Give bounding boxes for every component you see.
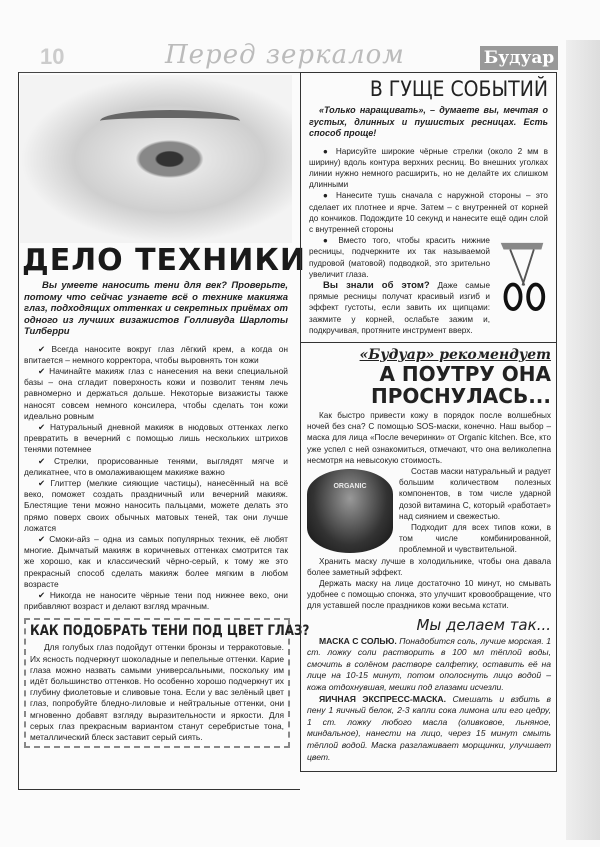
we-do-heading: Мы делаем так... [416,615,551,634]
jar-label: ORGANIC [333,483,367,491]
eyelash-curler-image [496,237,548,315]
left-column [22,243,310,748]
recommends-heading: «Будуар» рекомендует [359,347,551,363]
mask-jar-image [307,469,393,553]
mask-paragraph: Хранить маску лучше в холодильнике, чтобы она давала более заметный эффект. [307,556,551,577]
mask-paragraph: Как быстро привести кожу в порядок после волшебных ночей без сна? С помощью SOS-маски, конечно. Наш выбор – маска для лица «После вечеринки» от Organic kitchen. Все, кто уже успел с ней ознакомиться, отмечают, что она великолепна несмотря на невысокую стоимость. [307,411,551,465]
page-number: 10 [40,44,65,69]
mask-paragraph: Держать маску на лице достаточно 10 минут, но смывать удобнее с помощью спонжа, это улучшит кровообращение, что для уставшей после праздников кожи весьма кстати. [307,579,551,611]
box-title: КАК ПОДОБРАТЬ ТЕНИ ПОД ЦВЕТ ГЛАЗ? [30,623,310,640]
tip-item: ✔ Смоки-айз – одна из самых популярных техник, её любят многие. Дымчатый макияж в коричневых оттенках смотрится так же хорошо, как и классический чёрно-серый, к тому же это прекрасный способ сделать макияж более мягким в любом возрасте [24,533,288,589]
eye-color-box [24,618,310,748]
recipe-item: МАСКА С СОЛЬЮ. Понадобится соль, лучше морская. 1 ст. ложку соли растворить в 100 мл тёплой воды, смочить в солёном растворе салфетку, оставить её на лице на 10-15 минут, потом ополоснуть лицо водой – кожа отдохнувшая, мешки под глазами исчезли. [307,635,551,693]
recipes [307,636,551,764]
box-text: Для голубых глаз подойдут оттенки бронзы и терракотовые. Их ясность подчеркнут шоколадные и пепельные оттенки. Карие глаза можно назвать самыми универсальными, поскольку им идёт большинство оттенков. Но особенно хорошо подчеркнут их глубину фиолетовые и сливовые тона. Если у вас зелёный цвет глаз, попробуйте бледно-лиловые и нейтральные оттенки, они мгновенно добавят взгляду выразительности и яркости. Для серых глаз прекрасным вариантом станут серебристые тона, металлический блеск заставит серый сиять. [30,642,284,742]
tip-item: ✔ Никогда не наносите чёрные тени под нижнее веко, они прибавляют возраст и делают взгляд мрачным. [24,589,288,612]
did-you-know: Вы знали об этом? Даже самые прямые ресницы получат красивый изгиб и эффект густоты, если завить их щипцами: зажмите у корней, ослабьте зажим и, подкручивая, протяните инструмент вверх. [309,279,491,335]
events-box [300,72,557,343]
article-lead: Вы умеете наносить тени для век? Проверьте, потому что сейчас узнаете всё о технике макияжа глаз, подходящих оттенках и секретных приёмах от одного из лучших визажистов Голливуда Шарлоты Тилберри [24,280,288,337]
mask-title: А ПОУТРУ ОНА ПРОСНУЛАСЬ... [370,362,551,408]
bullet-item: ● Нарисуйте широкие чёрные стрелки (около 2 мм в ширину) вдоль контура верхних ресниц. Во внешних уголках линии нужно немного расширить, но не делайте их слишком длинными [309,146,548,190]
tips-list [24,344,288,613]
tip-item: ✔ Натуральный дневной макияж в нюдовых оттенках легко превратить в вечерний с помощью лишь нескольких штрихов тенями потемнее [24,421,288,455]
eye-photo [20,75,292,243]
mask-paragraph: Подходит для всех типов кожи, в том числе комбинированной, проблемной и чувствительной. [399,523,551,555]
events-title: В ГУЩЕ СОБЫТИЙ [369,77,548,101]
tip-item: ✔ Стрелки, прорисованные тенями, выглядят мягче и деликатнее, что в омолаживающем макияже важно [24,455,288,477]
bullet-item: ● Вместо того, чтобы красить нижние ресницы, подчеркните их так называемой пудровой (матовой) подводкой, это зрительно увеличит глаза. [309,236,490,279]
events-lead: «Только наращивать», – думаете вы, мечтая о густых, длинных и пушистых ресницах. Есть способ проще! [309,105,548,138]
section-rubric: Перед зеркалом [165,40,405,70]
mask-paragraph: Состав маски натуральный и радует большим количеством полезных компонентов, в том числе ударной дозой витамина С, который «работает» над сиянием и свежестью. [399,467,551,521]
tip-item: ✔ Всегда наносите вокруг глаз лёгкий крем, а когда он впитается – немного корректора, чтобы выровнять тон кожи [24,343,288,365]
right-column [300,343,557,772]
tip-item: ✔ Глиттер (мелкие сияющие частицы), нанесённый на всё веко, поможет создать праздничный или вечерний макияж. Блестящие тени можно наносить пальцами, можете делать это прямо поверх своих обычных матовых теней, так они лучше ложатся [24,477,288,533]
bullet-item: ● Нанесите тушь сначала с наружной стороны – это сделает их плотнее и ярче. Затем – с внутренней от корней до кончиков. Подождите 10 секунд и нанесите ещё один слой с внутренней стороны [309,191,548,234]
mask-article [307,410,551,612]
next-page-edge [566,40,600,840]
article-title: ДЕЛО ТЕХНИКИ [22,243,307,278]
magazine-logo: Будуар [480,46,558,70]
tip-item: ✔ Начинайте макияж глаз с нанесения на веки специальной базы – она сгладит поверхность кожи и позволит теням лечь равномерно и держаться дольше. Некоторые визажисты также наносят совсем немного консилера, чтобы сделать тон кожи идеально ровным [24,365,288,421]
recipe-item: ЯИЧНАЯ ЭКСПРЕСС-МАСКА. Смешать и взбить в пену 1 яичный белок, 2-3 капли сока лимона или его цедру, 1 ст. ложку любого масла (оливковое, льняное, миндальное), нанести на лицо, через 15 минут смыть тёплой водой. Маска разглаживает морщинки, улучшает цвет. [307,693,552,762]
